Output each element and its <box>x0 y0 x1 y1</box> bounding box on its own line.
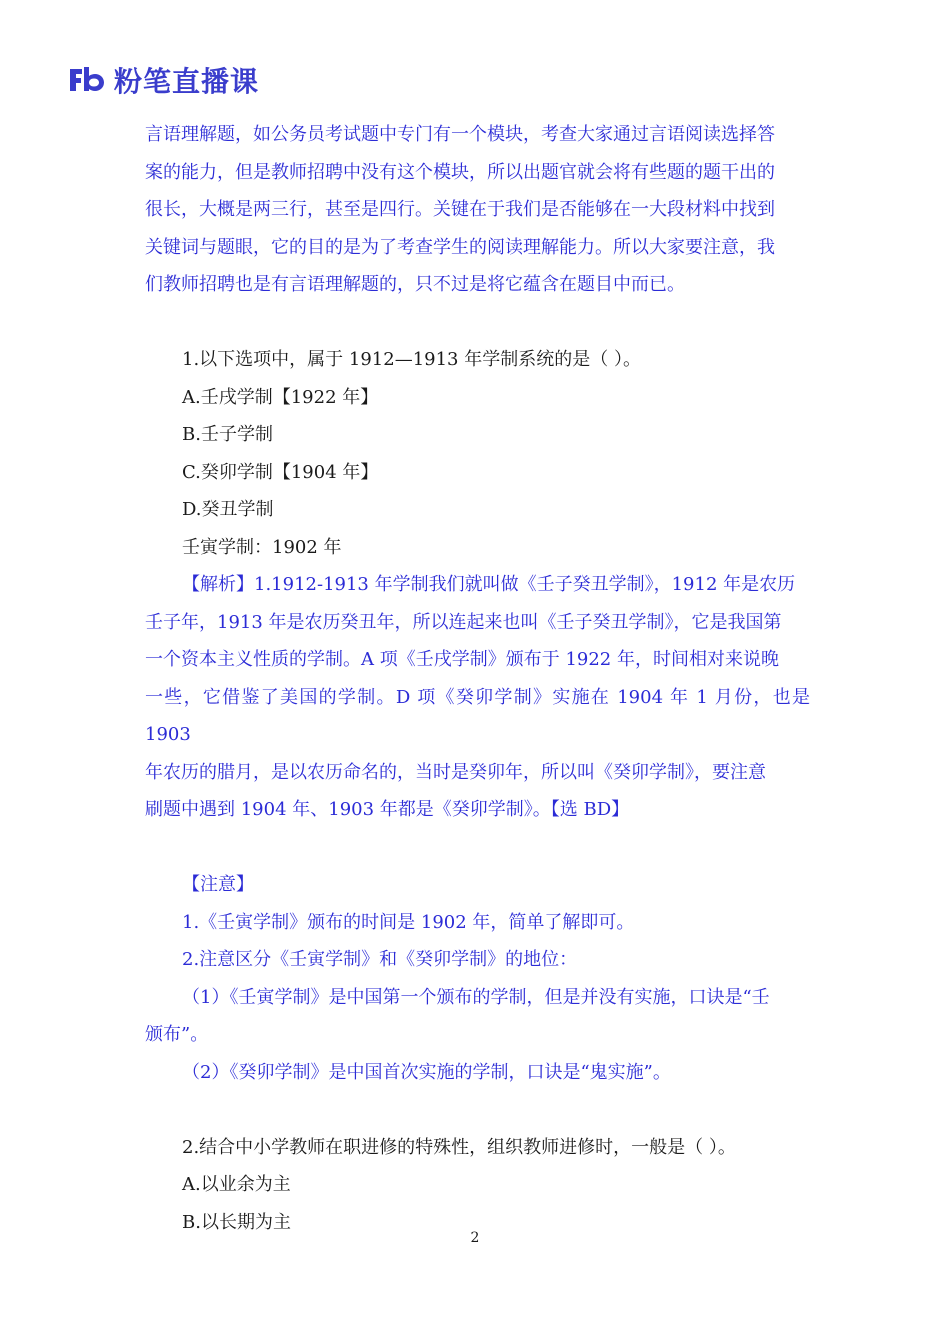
extra-note: 壬寅学制：1902 年 <box>182 536 342 558</box>
note-item: 2.注意区分《壬寅学制》和《癸卯学制》的地位： <box>182 949 578 970</box>
option-a: A.以业余为主 <box>182 1174 291 1195</box>
document-body <box>145 116 810 1241</box>
note-item: （1）《壬寅学制》是中国第一个颁布的学制，但是并没有实施，口诀是“壬 <box>182 986 770 1008</box>
intro-line: 关键词与题眼，它的目的是为了考查学生的阅读理解能力。所以大家要注意，我 <box>145 236 775 258</box>
option-b: B.壬子学制 <box>182 424 273 445</box>
question-2 <box>145 1129 810 1242</box>
intro-line: 很长，大概是两三行，甚至是四行。关键在于我们是否能够在一大段材料中找到 <box>145 199 775 220</box>
analysis-line: 【解析】1.1912-1913 年学制我们就叫做《壬子癸丑学制》，1912 年是农历 <box>182 574 796 595</box>
note-item: 1.《壬寅学制》颁布的时间是 1902 年，简单了解即可。 <box>182 911 635 933</box>
note-item: 颁布”。 <box>145 1024 209 1045</box>
logo-text: 粉笔直播课 <box>114 65 260 98</box>
option-a: A.壬戌学制【1922 年】 <box>182 386 379 408</box>
analysis-line: 年农历的腊月，是以农历命名的，当时是癸卯年，所以叫《癸卯学制》，要注意 <box>145 761 766 783</box>
option-c: C.癸卯学制【1904 年】 <box>182 461 379 483</box>
analysis-line: 一个资本主义性质的学制。A 项《壬戌学制》颁布于 1922 年，时间相对来说晚 <box>145 649 779 670</box>
fb-logo-icon <box>68 65 106 95</box>
analysis-line: 一些，它借鉴了美国的学制。D 项《癸卯学制》实施在 1904 年 1 月份，也是 1903 <box>145 686 810 745</box>
intro-line: 言语理解题，如公务员考试题中专门有一个模块，考查大家通过言语阅读选择答 <box>145 124 775 145</box>
question-stem: 2.结合中小学教师在职进修的特殊性，组织教师进修时，一般是（ ）。 <box>182 1136 736 1158</box>
page-number: 2 <box>470 1230 480 1246</box>
question-stem: 1.以下选项中，属于 1912—1913 年学制系统的是（ ）。 <box>182 349 641 370</box>
intro-line: 案的能力，但是教师招聘中没有这个模块，所以出题官就会将有些题的题干出的 <box>145 161 775 183</box>
header <box>68 60 259 100</box>
note-item: （2）《癸卯学制》是中国首次实施的学制，口诀是“鬼实施”。 <box>182 1061 671 1083</box>
note-section <box>145 866 810 1091</box>
analysis-line: 刷题中遇到 1904 年、1903 年都是《癸卯学制》。【选 BD】 <box>145 799 630 820</box>
note-title: 【注意】 <box>182 874 254 895</box>
intro-line: 们教师招聘也是有言语理解题的，只不过是将它蕴含在题目中而已。 <box>145 274 685 295</box>
option-d: D.癸丑学制 <box>182 499 274 520</box>
question-1 <box>145 341 810 566</box>
option-b: B.以长期为主 <box>182 1211 291 1233</box>
intro-paragraph <box>145 116 810 304</box>
analysis-line: 壬子年，1913 年是农历癸丑年，所以连起来也叫《壬子癸丑学制》，它是我国第 <box>145 611 782 633</box>
analysis-paragraph <box>145 566 810 829</box>
